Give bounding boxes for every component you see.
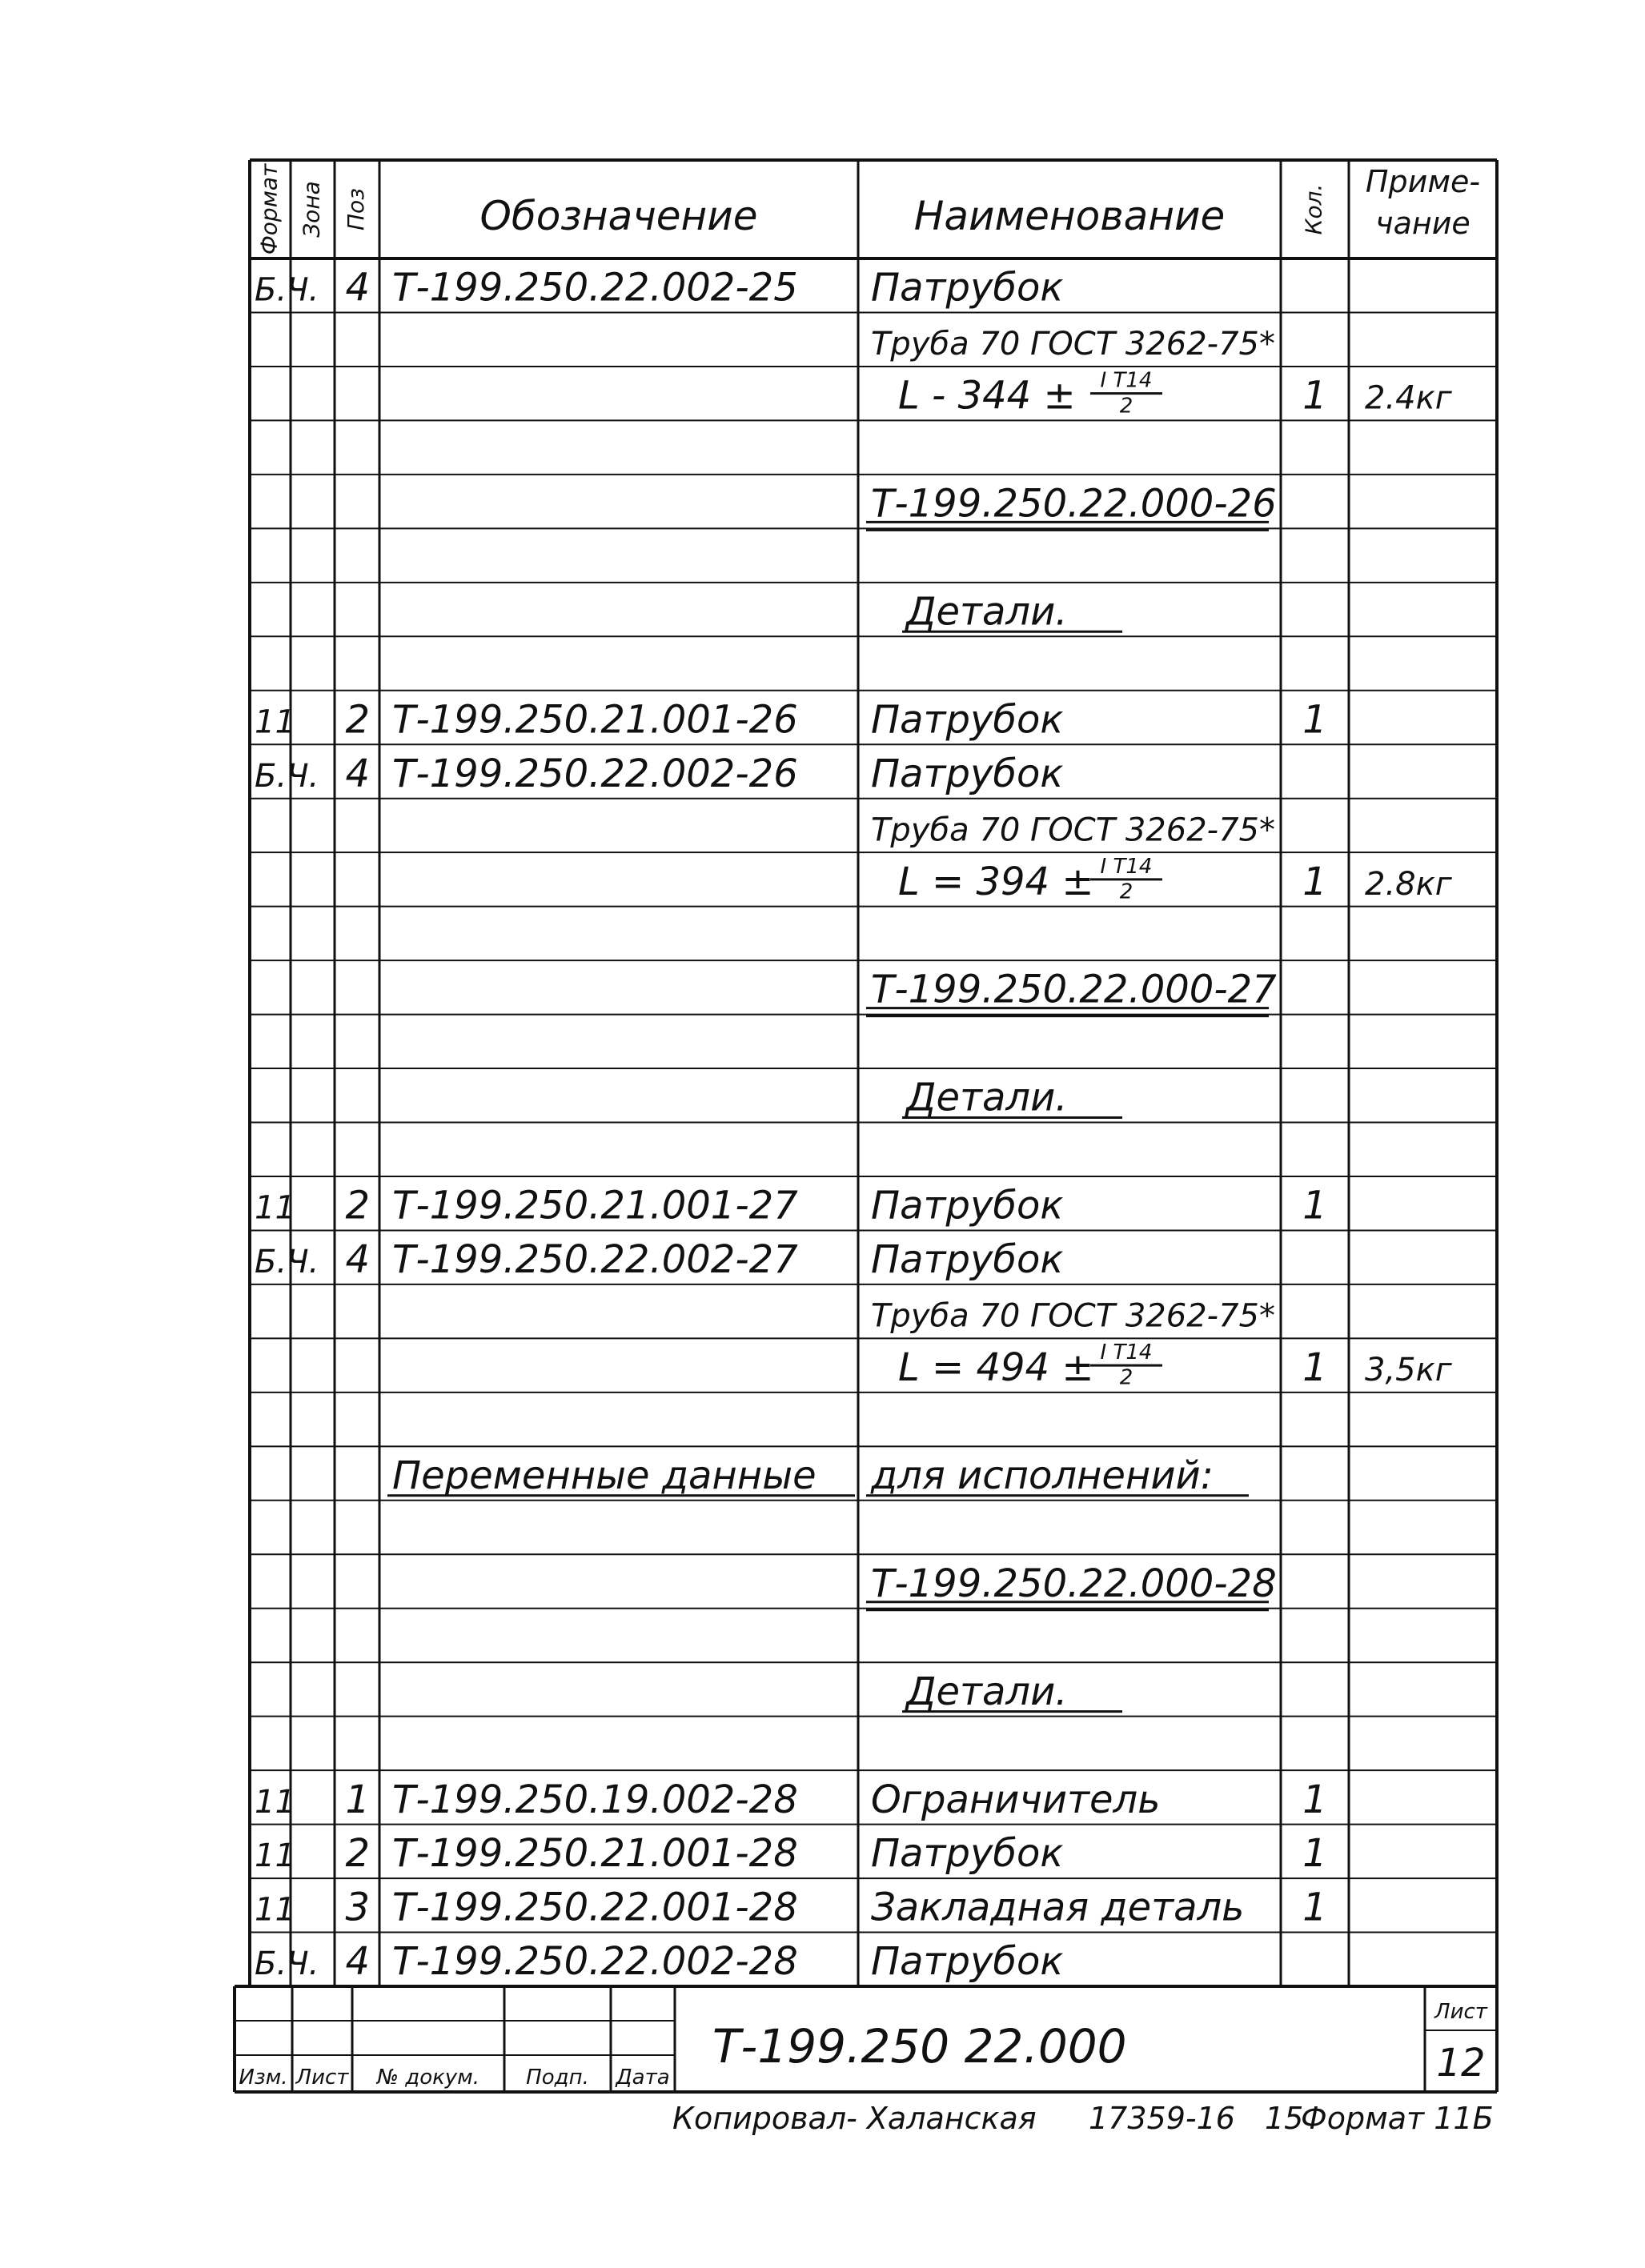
cell-qty: 1 — [1302, 859, 1327, 904]
table-row — [255, 1885, 1327, 1930]
table-row — [866, 968, 1277, 1016]
tb-label-change: Изм. — [239, 2066, 288, 2090]
tolerance-numerator: I T14 — [1100, 854, 1153, 879]
table-row — [255, 1939, 1063, 1984]
cell-format: Б.Ч. — [255, 271, 319, 309]
cell-pos: 2 — [345, 1831, 370, 1877]
cell-name: для исполнений: — [871, 1453, 1214, 1498]
title-block — [235, 1986, 1497, 2092]
cell-designation: Т-199.250.22.002-28 — [392, 1939, 798, 1985]
cell-format: 11 — [255, 1783, 295, 1821]
cell-name: L = 394 ± — [898, 859, 1094, 904]
tb-label-sign: Подп. — [526, 2066, 589, 2090]
cell-pos: 4 — [345, 751, 370, 796]
cell-name: Патрубок — [871, 1237, 1064, 1283]
table-row — [255, 751, 1063, 796]
cell-qty: 1 — [1302, 697, 1327, 743]
table-row — [866, 1561, 1277, 1610]
footer-format: Формат 11Б — [1301, 2101, 1494, 2136]
table-header — [256, 163, 1481, 254]
header-zone: Зона — [298, 181, 325, 238]
table-row — [871, 1298, 1275, 1335]
header-note-1: Приме- — [1365, 164, 1481, 199]
table-row — [902, 1669, 1122, 1714]
tb-label-docno: № докум. — [376, 2066, 480, 2090]
cell-qty: 1 — [1302, 1831, 1327, 1877]
cell-format: Б.Ч. — [255, 757, 319, 795]
cell-name: Патрубок — [871, 1183, 1064, 1228]
cell-name: Детали. — [906, 589, 1068, 635]
table-row — [902, 1076, 1122, 1120]
cell-pos: 4 — [345, 1237, 370, 1283]
cell-note: 2.4кг — [1365, 379, 1452, 417]
footer-order-no: 17359-16 — [1089, 2101, 1235, 2136]
header-format: Формат — [255, 163, 283, 255]
cell-qty: 1 — [1302, 1777, 1327, 1822]
footer — [672, 2101, 1494, 2136]
cell-name: Труба 70 ГОСТ 3262-75* — [871, 326, 1275, 363]
header-pos: Поз — [343, 187, 369, 231]
cell-format: 11 — [255, 703, 295, 741]
cell-designation: Т-199.250.22.002-25 — [392, 265, 798, 311]
cell-note: 2.8кг — [1365, 865, 1452, 903]
cell-name: Детали. — [906, 1669, 1068, 1714]
cell-name: Патрубок — [871, 751, 1064, 796]
cell-qty: 1 — [1302, 1345, 1327, 1391]
header-designation: Обозначение — [479, 193, 758, 239]
table-row — [255, 1831, 1327, 1876]
table-row — [255, 1184, 1327, 1228]
footer-copied-by: Копировал- Халанская — [672, 2101, 1037, 2136]
cell-pos: 2 — [345, 697, 370, 743]
tolerance-denominator: 2 — [1119, 880, 1133, 904]
table-row — [387, 1453, 1249, 1498]
header-qty: Кол. — [1300, 183, 1327, 235]
cell-format: Б.Ч. — [255, 1244, 319, 1281]
table-grid — [250, 160, 1497, 1986]
cell-name: Патрубок — [871, 1939, 1064, 1985]
cell-designation: Т-199.250.22.002-27 — [392, 1237, 798, 1283]
cell-designation: Т-199.250.21.001-27 — [392, 1183, 798, 1228]
cell-pos: 4 — [345, 1939, 370, 1985]
cell-designation: Т-199.250.22.002-26 — [392, 751, 798, 796]
table-row — [255, 266, 1063, 311]
cell-name: Патрубок — [871, 1831, 1064, 1877]
cell-name: Ограничитель — [871, 1777, 1161, 1822]
sheet-number: 12 — [1436, 2041, 1486, 2086]
cell-format: Б.Ч. — [255, 1945, 319, 1983]
tolerance-numerator: I T14 — [1100, 368, 1153, 393]
cell-format: 11 — [255, 1837, 295, 1875]
cell-designation: Т-199.250.21.001-28 — [392, 1831, 798, 1877]
cell-pos: 3 — [345, 1885, 370, 1930]
document-number: Т-199.250 22.000 — [712, 2019, 1127, 2074]
cell-pos: 1 — [345, 1777, 370, 1822]
table-row — [866, 482, 1277, 531]
cell-name: Закладная деталь — [871, 1885, 1245, 1930]
cell-name: L = 494 ± — [898, 1345, 1094, 1391]
table-row — [871, 811, 1275, 848]
cell-qty: 1 — [1302, 1885, 1327, 1930]
tb-label-date: Дата — [616, 2066, 670, 2090]
cell-name: Труба 70 ГОСТ 3262-75* — [871, 1297, 1275, 1335]
cell-note: 3,5кг — [1365, 1352, 1452, 1389]
table-body — [255, 266, 1453, 1985]
cell-qty: 1 — [1302, 373, 1327, 419]
table-row — [898, 369, 1453, 419]
cell-designation: Т-199.250.22.001-28 — [392, 1885, 798, 1930]
cell-format: 11 — [255, 1891, 295, 1929]
cell-qty: 1 — [1302, 1183, 1327, 1228]
table-row — [255, 697, 1327, 742]
cell-name: Т-199.250.22.000-28 — [871, 1561, 1277, 1606]
cell-format: 11 — [255, 1189, 295, 1227]
footer-sheet-no: 15 — [1265, 2101, 1304, 2136]
cell-pos: 4 — [345, 265, 370, 311]
cell-name: L - 344 ± — [898, 373, 1076, 419]
cell-pos: 2 — [345, 1183, 370, 1228]
cell-name: Патрубок — [871, 265, 1064, 311]
tolerance-numerator: I T14 — [1100, 1340, 1153, 1365]
header-note-2: чание — [1375, 206, 1470, 241]
tolerance-denominator: 2 — [1119, 1365, 1133, 1390]
tb-label-sheet: Лист — [295, 2066, 349, 2090]
cell-name: Детали. — [906, 1075, 1068, 1120]
cell-designation: Переменные данные — [392, 1453, 816, 1498]
table-row — [255, 1237, 1063, 1282]
table-row — [871, 326, 1275, 363]
table-row — [902, 589, 1122, 634]
cell-name: Патрубок — [871, 697, 1064, 743]
cell-designation: Т-199.250.19.002-28 — [392, 1777, 798, 1822]
sheet-label: Лист — [1434, 2000, 1487, 2024]
cell-name: Труба 70 ГОСТ 3262-75* — [871, 811, 1275, 849]
table-row — [898, 855, 1453, 904]
cell-name: Т-199.250.22.000-26 — [871, 481, 1277, 527]
table-row — [898, 1340, 1453, 1390]
cell-name: Т-199.250.22.000-27 — [871, 967, 1277, 1012]
table-row — [255, 1777, 1327, 1822]
tolerance-denominator: 2 — [1119, 394, 1133, 419]
cell-designation: Т-199.250.21.001-26 — [392, 697, 798, 743]
header-name: Наименование — [913, 193, 1226, 239]
